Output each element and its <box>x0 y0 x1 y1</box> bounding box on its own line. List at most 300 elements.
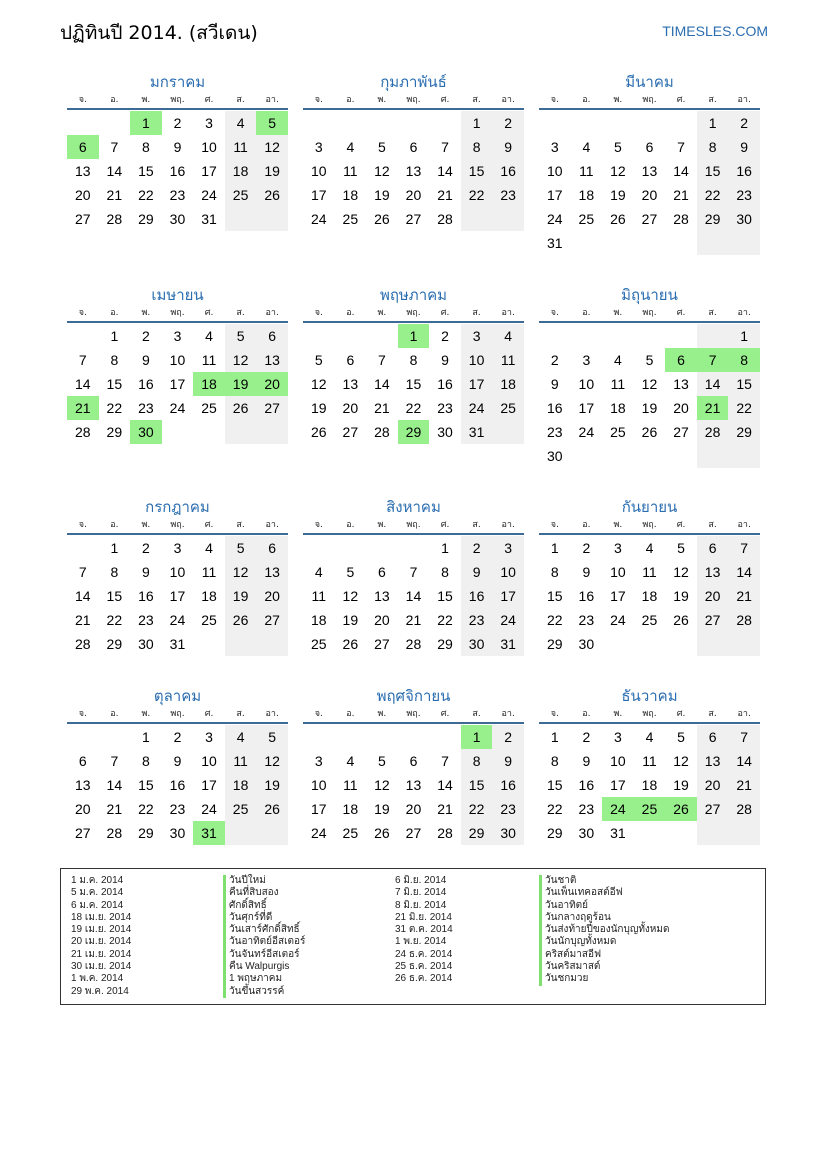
day-cell[interactable]: 31 <box>193 821 225 845</box>
day-cell[interactable]: 17 <box>610 777 626 793</box>
day-cell[interactable]: 29 <box>437 636 453 652</box>
day-cell[interactable]: 9 <box>461 560 493 584</box>
day-cell[interactable]: 25 <box>342 825 359 841</box>
day-cell[interactable]: 16 <box>546 400 563 416</box>
day-cell[interactable]: 25 <box>225 183 257 207</box>
day-cell[interactable]: 2 <box>173 729 182 745</box>
day-cell[interactable]: 3 <box>173 540 182 556</box>
day-cell[interactable]: 17 <box>461 372 493 396</box>
day-cell[interactable]: 13 <box>374 588 390 604</box>
day-cell[interactable]: 18 <box>193 372 225 396</box>
day-cell[interactable]: 20 <box>641 187 658 203</box>
day-cell[interactable]: 14 <box>728 560 760 584</box>
day-cell[interactable]: 10 <box>610 753 626 769</box>
day-cell[interactable]: 27 <box>74 825 91 841</box>
day-cell[interactable]: 10 <box>461 348 493 372</box>
day-cell[interactable]: 2 <box>461 536 493 560</box>
day-cell[interactable]: 30 <box>138 636 154 652</box>
day-cell[interactable]: 26 <box>256 797 288 821</box>
day-cell[interactable]: 26 <box>225 608 257 632</box>
day-cell[interactable]: 1 <box>461 725 493 749</box>
day-cell[interactable]: 18 <box>578 187 595 203</box>
day-cell[interactable]: 15 <box>461 773 493 797</box>
day-cell[interactable]: 9 <box>173 139 182 155</box>
day-cell[interactable]: 20 <box>74 187 91 203</box>
day-cell[interactable]: 5 <box>256 725 288 749</box>
day-cell[interactable]: 22 <box>106 612 123 628</box>
day-cell[interactable]: 1 <box>728 324 760 348</box>
day-cell[interactable]: 17 <box>169 376 186 392</box>
day-cell[interactable]: 14 <box>74 588 91 604</box>
day-cell[interactable]: 18 <box>492 372 524 396</box>
day-cell[interactable]: 29 <box>138 211 154 227</box>
day-cell[interactable]: 4 <box>492 324 524 348</box>
day-cell[interactable]: 1 <box>142 729 150 745</box>
day-cell[interactable]: 9 <box>582 753 591 769</box>
day-cell[interactable]: 6 <box>645 139 654 155</box>
day-cell[interactable]: 18 <box>641 777 658 793</box>
day-cell[interactable]: 11 <box>343 777 358 793</box>
day-cell[interactable]: 24 <box>602 797 634 821</box>
day-cell[interactable]: 6 <box>256 536 288 560</box>
day-cell[interactable]: 5 <box>677 540 685 556</box>
day-cell[interactable]: 26 <box>256 183 288 207</box>
day-cell[interactable]: 15 <box>138 163 154 179</box>
day-cell[interactable]: 17 <box>169 588 186 604</box>
day-cell[interactable]: 21 <box>728 773 760 797</box>
day-cell[interactable]: 10 <box>610 564 626 580</box>
day-cell[interactable]: 31 <box>546 235 563 251</box>
day-cell[interactable]: 7 <box>677 139 685 155</box>
day-cell[interactable]: 15 <box>437 588 453 604</box>
day-cell[interactable]: 9 <box>173 753 182 769</box>
day-cell[interactable]: 17 <box>310 187 327 203</box>
day-cell[interactable]: 30 <box>130 420 162 444</box>
day-cell[interactable]: 4 <box>645 540 654 556</box>
day-cell[interactable]: 1 <box>398 324 430 348</box>
day-cell[interactable]: 21 <box>673 187 689 203</box>
day-cell[interactable]: 10 <box>310 777 327 793</box>
day-cell[interactable]: 30 <box>169 211 186 227</box>
day-cell[interactable]: 19 <box>641 400 658 416</box>
day-cell[interactable]: 19 <box>342 612 359 628</box>
day-cell[interactable]: 2 <box>582 729 591 745</box>
day-cell[interactable]: 7 <box>728 725 760 749</box>
day-cell[interactable]: 20 <box>74 801 91 817</box>
day-cell[interactable]: 5 <box>346 564 355 580</box>
day-cell[interactable]: 4 <box>582 139 591 155</box>
day-cell[interactable]: 16 <box>169 777 186 793</box>
day-cell[interactable]: 21 <box>437 801 453 817</box>
day-cell[interactable]: 18 <box>225 773 257 797</box>
day-cell[interactable]: 16 <box>169 163 186 179</box>
day-cell[interactable]: 13 <box>74 777 91 793</box>
day-cell[interactable]: 29 <box>138 825 154 841</box>
day-cell[interactable]: 3 <box>173 328 182 344</box>
day-cell[interactable]: 25 <box>225 797 257 821</box>
day-cell[interactable]: 4 <box>205 540 213 556</box>
day-cell[interactable]: 3 <box>314 753 323 769</box>
day-cell[interactable]: 1 <box>110 328 119 344</box>
day-cell[interactable]: 21 <box>106 801 123 817</box>
day-cell[interactable]: 6 <box>67 135 99 159</box>
day-cell[interactable]: 30 <box>169 825 186 841</box>
day-cell[interactable]: 25 <box>342 211 359 227</box>
day-cell[interactable]: 21 <box>67 396 99 420</box>
day-cell[interactable]: 14 <box>74 376 91 392</box>
day-cell[interactable]: 10 <box>492 560 524 584</box>
day-cell[interactable]: 16 <box>461 584 493 608</box>
day-cell[interactable]: 9 <box>550 376 559 392</box>
day-cell[interactable]: 26 <box>310 424 327 440</box>
day-cell[interactable]: 9 <box>492 135 524 159</box>
day-cell[interactable]: 5 <box>614 139 622 155</box>
day-cell[interactable]: 18 <box>610 400 626 416</box>
day-cell[interactable]: 3 <box>614 729 622 745</box>
day-cell[interactable]: 7 <box>78 352 87 368</box>
day-cell[interactable]: 6 <box>346 352 355 368</box>
day-cell[interactable]: 5 <box>677 729 685 745</box>
day-cell[interactable]: 12 <box>256 749 288 773</box>
day-cell[interactable]: 27 <box>405 825 422 841</box>
day-cell[interactable]: 13 <box>697 749 729 773</box>
day-cell[interactable]: 7 <box>110 139 119 155</box>
day-cell[interactable]: 23 <box>461 608 493 632</box>
day-cell[interactable]: 13 <box>256 348 288 372</box>
day-cell[interactable]: 1 <box>550 540 559 556</box>
day-cell[interactable]: 11 <box>201 352 217 368</box>
day-cell[interactable]: 25 <box>201 612 217 628</box>
day-cell[interactable]: 29 <box>697 207 729 231</box>
day-cell[interactable]: 24 <box>492 608 524 632</box>
day-cell[interactable]: 6 <box>665 348 697 372</box>
day-cell[interactable]: 22 <box>437 612 453 628</box>
day-cell[interactable]: 28 <box>106 825 123 841</box>
day-cell[interactable]: 22 <box>138 801 154 817</box>
day-cell[interactable]: 21 <box>437 187 453 203</box>
day-cell[interactable]: 18 <box>201 588 217 604</box>
day-cell[interactable]: 7 <box>728 536 760 560</box>
day-cell[interactable]: 28 <box>437 211 453 227</box>
day-cell[interactable]: 2 <box>142 540 150 556</box>
day-cell[interactable]: 25 <box>310 636 327 652</box>
day-cell[interactable]: 31 <box>492 632 524 656</box>
day-cell[interactable]: 20 <box>405 187 422 203</box>
day-cell[interactable]: 12 <box>310 376 327 392</box>
day-cell[interactable]: 16 <box>578 777 595 793</box>
day-cell[interactable]: 10 <box>310 163 327 179</box>
day-cell[interactable]: 24 <box>610 612 626 628</box>
day-cell[interactable]: 23 <box>169 801 186 817</box>
day-cell[interactable]: 12 <box>610 163 626 179</box>
day-cell[interactable]: 4 <box>346 753 355 769</box>
day-cell[interactable]: 23 <box>578 612 595 628</box>
day-cell[interactable]: 20 <box>374 612 390 628</box>
day-cell[interactable]: 29 <box>106 636 123 652</box>
day-cell[interactable]: 12 <box>673 564 689 580</box>
day-cell[interactable]: 13 <box>697 560 729 584</box>
day-cell[interactable]: 14 <box>106 163 123 179</box>
day-cell[interactable]: 18 <box>225 159 257 183</box>
day-cell[interactable]: 13 <box>74 163 91 179</box>
day-cell[interactable]: 2 <box>550 352 559 368</box>
day-cell[interactable]: 24 <box>578 424 595 440</box>
day-cell[interactable]: 5 <box>225 536 257 560</box>
day-cell[interactable]: 22 <box>546 612 563 628</box>
day-cell[interactable]: 10 <box>201 139 217 155</box>
day-cell[interactable]: 7 <box>409 564 418 580</box>
day-cell[interactable]: 4 <box>314 564 323 580</box>
day-cell[interactable]: 1 <box>130 111 162 135</box>
day-cell[interactable]: 10 <box>546 163 563 179</box>
day-cell[interactable]: 8 <box>461 135 493 159</box>
day-cell[interactable]: 16 <box>437 376 453 392</box>
day-cell[interactable]: 21 <box>106 187 123 203</box>
day-cell[interactable]: 24 <box>201 801 217 817</box>
day-cell[interactable]: 13 <box>342 376 359 392</box>
day-cell[interactable]: 30 <box>461 632 493 656</box>
day-cell[interactable]: 26 <box>374 825 390 841</box>
day-cell[interactable]: 19 <box>374 187 390 203</box>
day-cell[interactable]: 26 <box>641 424 658 440</box>
day-cell[interactable]: 7 <box>110 753 119 769</box>
day-cell[interactable]: 23 <box>578 801 595 817</box>
day-cell[interactable]: 12 <box>374 163 390 179</box>
day-cell[interactable]: 13 <box>405 163 422 179</box>
day-cell[interactable]: 22 <box>405 400 422 416</box>
day-cell[interactable]: 22 <box>697 183 729 207</box>
day-cell[interactable]: 17 <box>610 588 626 604</box>
day-cell[interactable]: 31 <box>610 825 626 841</box>
day-cell[interactable]: 6 <box>697 725 729 749</box>
day-cell[interactable]: 19 <box>673 588 689 604</box>
day-cell[interactable]: 14 <box>405 588 422 604</box>
day-cell[interactable]: 10 <box>201 753 217 769</box>
day-cell[interactable]: 23 <box>138 612 154 628</box>
day-cell[interactable]: 12 <box>374 777 390 793</box>
day-cell[interactable]: 1 <box>110 540 119 556</box>
day-cell[interactable]: 29 <box>546 825 563 841</box>
day-cell[interactable]: 5 <box>378 139 386 155</box>
day-cell[interactable]: 25 <box>641 612 658 628</box>
day-cell[interactable]: 21 <box>74 612 91 628</box>
day-cell[interactable]: 22 <box>461 183 493 207</box>
day-cell[interactable]: 30 <box>578 636 595 652</box>
day-cell[interactable]: 1 <box>550 729 559 745</box>
day-cell[interactable]: 2 <box>728 111 760 135</box>
day-cell[interactable]: 25 <box>201 400 217 416</box>
day-cell[interactable]: 31 <box>169 636 186 652</box>
day-cell[interactable]: 19 <box>256 773 288 797</box>
day-cell[interactable]: 13 <box>256 560 288 584</box>
day-cell[interactable]: 3 <box>205 729 213 745</box>
day-cell[interactable]: 15 <box>106 588 123 604</box>
day-cell[interactable]: 7 <box>697 348 729 372</box>
day-cell[interactable]: 26 <box>225 396 257 420</box>
day-cell[interactable]: 1 <box>697 111 729 135</box>
day-cell[interactable]: 29 <box>106 424 123 440</box>
day-cell[interactable]: 2 <box>142 328 150 344</box>
day-cell[interactable]: 15 <box>138 777 154 793</box>
day-cell[interactable]: 11 <box>579 163 594 179</box>
day-cell[interactable]: 15 <box>728 372 760 396</box>
day-cell[interactable]: 4 <box>225 725 257 749</box>
day-cell[interactable]: 27 <box>697 608 729 632</box>
day-cell[interactable]: 27 <box>256 396 288 420</box>
day-cell[interactable]: 23 <box>169 187 186 203</box>
day-cell[interactable]: 24 <box>461 396 493 420</box>
day-cell[interactable]: 8 <box>409 352 418 368</box>
day-cell[interactable]: 26 <box>342 636 359 652</box>
day-cell[interactable]: 4 <box>645 729 654 745</box>
day-cell[interactable]: 27 <box>641 211 658 227</box>
day-cell[interactable]: 21 <box>728 584 760 608</box>
day-cell[interactable]: 29 <box>728 420 760 444</box>
day-cell[interactable]: 24 <box>169 400 186 416</box>
day-cell[interactable]: 14 <box>437 777 453 793</box>
day-cell[interactable]: 8 <box>697 135 729 159</box>
day-cell[interactable]: 18 <box>641 588 658 604</box>
day-cell[interactable]: 17 <box>201 777 217 793</box>
day-cell[interactable]: 26 <box>665 797 697 821</box>
day-cell[interactable]: 20 <box>342 400 359 416</box>
day-cell[interactable]: 11 <box>343 163 358 179</box>
day-cell[interactable]: 29 <box>546 636 563 652</box>
day-cell[interactable]: 30 <box>492 821 524 845</box>
day-cell[interactable]: 11 <box>201 564 217 580</box>
site-link[interactable]: TIMESLES.COM <box>662 23 768 39</box>
day-cell[interactable]: 31 <box>461 420 493 444</box>
day-cell[interactable]: 24 <box>201 187 217 203</box>
day-cell[interactable]: 16 <box>492 773 524 797</box>
day-cell[interactable]: 8 <box>142 753 150 769</box>
day-cell[interactable]: 23 <box>728 183 760 207</box>
day-cell[interactable]: 24 <box>310 211 327 227</box>
day-cell[interactable]: 9 <box>142 564 150 580</box>
day-cell[interactable]: 16 <box>138 588 154 604</box>
day-cell[interactable]: 9 <box>728 135 760 159</box>
day-cell[interactable]: 30 <box>578 825 595 841</box>
day-cell[interactable]: 5 <box>645 352 654 368</box>
day-cell[interactable]: 26 <box>673 612 689 628</box>
day-cell[interactable]: 6 <box>409 139 418 155</box>
day-cell[interactable]: 8 <box>550 753 559 769</box>
day-cell[interactable]: 22 <box>728 396 760 420</box>
day-cell[interactable]: 20 <box>405 801 422 817</box>
day-cell[interactable]: 21 <box>374 400 390 416</box>
day-cell[interactable]: 28 <box>74 424 91 440</box>
day-cell[interactable]: 23 <box>546 424 563 440</box>
day-cell[interactable]: 5 <box>225 324 257 348</box>
day-cell[interactable]: 9 <box>142 352 150 368</box>
day-cell[interactable]: 13 <box>641 163 658 179</box>
day-cell[interactable]: 18 <box>342 801 359 817</box>
day-cell[interactable]: 15 <box>697 159 729 183</box>
day-cell[interactable]: 12 <box>225 560 257 584</box>
day-cell[interactable]: 8 <box>142 139 150 155</box>
day-cell[interactable]: 8 <box>461 749 493 773</box>
day-cell[interactable]: 14 <box>106 777 123 793</box>
day-cell[interactable]: 6 <box>256 324 288 348</box>
day-cell[interactable]: 12 <box>225 348 257 372</box>
day-cell[interactable]: 12 <box>673 753 689 769</box>
day-cell[interactable]: 19 <box>256 159 288 183</box>
day-cell[interactable]: 28 <box>74 636 91 652</box>
day-cell[interactable]: 8 <box>441 564 449 580</box>
day-cell[interactable]: 21 <box>405 612 422 628</box>
day-cell[interactable]: 3 <box>492 536 524 560</box>
day-cell[interactable]: 19 <box>225 584 257 608</box>
day-cell[interactable]: 25 <box>578 211 595 227</box>
day-cell[interactable]: 12 <box>641 376 658 392</box>
day-cell[interactable]: 31 <box>201 211 217 227</box>
day-cell[interactable]: 4 <box>614 352 622 368</box>
day-cell[interactable]: 27 <box>342 424 359 440</box>
day-cell[interactable]: 19 <box>610 187 626 203</box>
day-cell[interactable]: 25 <box>634 797 666 821</box>
day-cell[interactable]: 3 <box>205 115 213 131</box>
day-cell[interactable]: 20 <box>256 584 288 608</box>
day-cell[interactable]: 8 <box>728 348 760 372</box>
day-cell[interactable]: 25 <box>492 396 524 420</box>
day-cell[interactable]: 20 <box>673 400 689 416</box>
day-cell[interactable]: 15 <box>106 376 123 392</box>
day-cell[interactable]: 27 <box>697 797 729 821</box>
day-cell[interactable]: 24 <box>546 211 563 227</box>
day-cell[interactable]: 2 <box>492 111 524 135</box>
day-cell[interactable]: 19 <box>374 801 390 817</box>
day-cell[interactable]: 28 <box>728 797 760 821</box>
day-cell[interactable]: 2 <box>582 540 591 556</box>
day-cell[interactable]: 14 <box>673 163 689 179</box>
day-cell[interactable]: 1 <box>461 111 493 135</box>
day-cell[interactable]: 28 <box>374 424 390 440</box>
day-cell[interactable]: 26 <box>610 211 626 227</box>
day-cell[interactable]: 17 <box>492 584 524 608</box>
day-cell[interactable]: 12 <box>342 588 359 604</box>
day-cell[interactable]: 27 <box>256 608 288 632</box>
day-cell[interactable]: 14 <box>697 372 729 396</box>
day-cell[interactable]: 16 <box>578 588 595 604</box>
day-cell[interactable]: 13 <box>405 777 422 793</box>
day-cell[interactable]: 19 <box>310 400 327 416</box>
day-cell[interactable]: 5 <box>256 111 288 135</box>
day-cell[interactable]: 6 <box>697 536 729 560</box>
day-cell[interactable]: 11 <box>311 588 327 604</box>
day-cell[interactable]: 18 <box>342 187 359 203</box>
day-cell[interactable]: 12 <box>256 135 288 159</box>
day-cell[interactable]: 6 <box>378 564 386 580</box>
day-cell[interactable]: 11 <box>642 753 657 769</box>
day-cell[interactable]: 4 <box>225 111 257 135</box>
day-cell[interactable]: 19 <box>673 777 689 793</box>
day-cell[interactable]: 7 <box>441 139 449 155</box>
day-cell[interactable]: 15 <box>405 376 422 392</box>
day-cell[interactable]: 28 <box>405 636 422 652</box>
day-cell[interactable]: 11 <box>225 749 257 773</box>
day-cell[interactable]: 16 <box>138 376 154 392</box>
day-cell[interactable]: 5 <box>378 753 386 769</box>
day-cell[interactable]: 8 <box>110 352 119 368</box>
day-cell[interactable]: 27 <box>74 211 91 227</box>
day-cell[interactable]: 3 <box>582 352 591 368</box>
day-cell[interactable]: 10 <box>169 564 186 580</box>
day-cell[interactable]: 17 <box>578 400 595 416</box>
day-cell[interactable]: 14 <box>437 163 453 179</box>
day-cell[interactable]: 19 <box>225 372 257 396</box>
day-cell[interactable]: 30 <box>728 207 760 231</box>
day-cell[interactable]: 7 <box>441 753 449 769</box>
